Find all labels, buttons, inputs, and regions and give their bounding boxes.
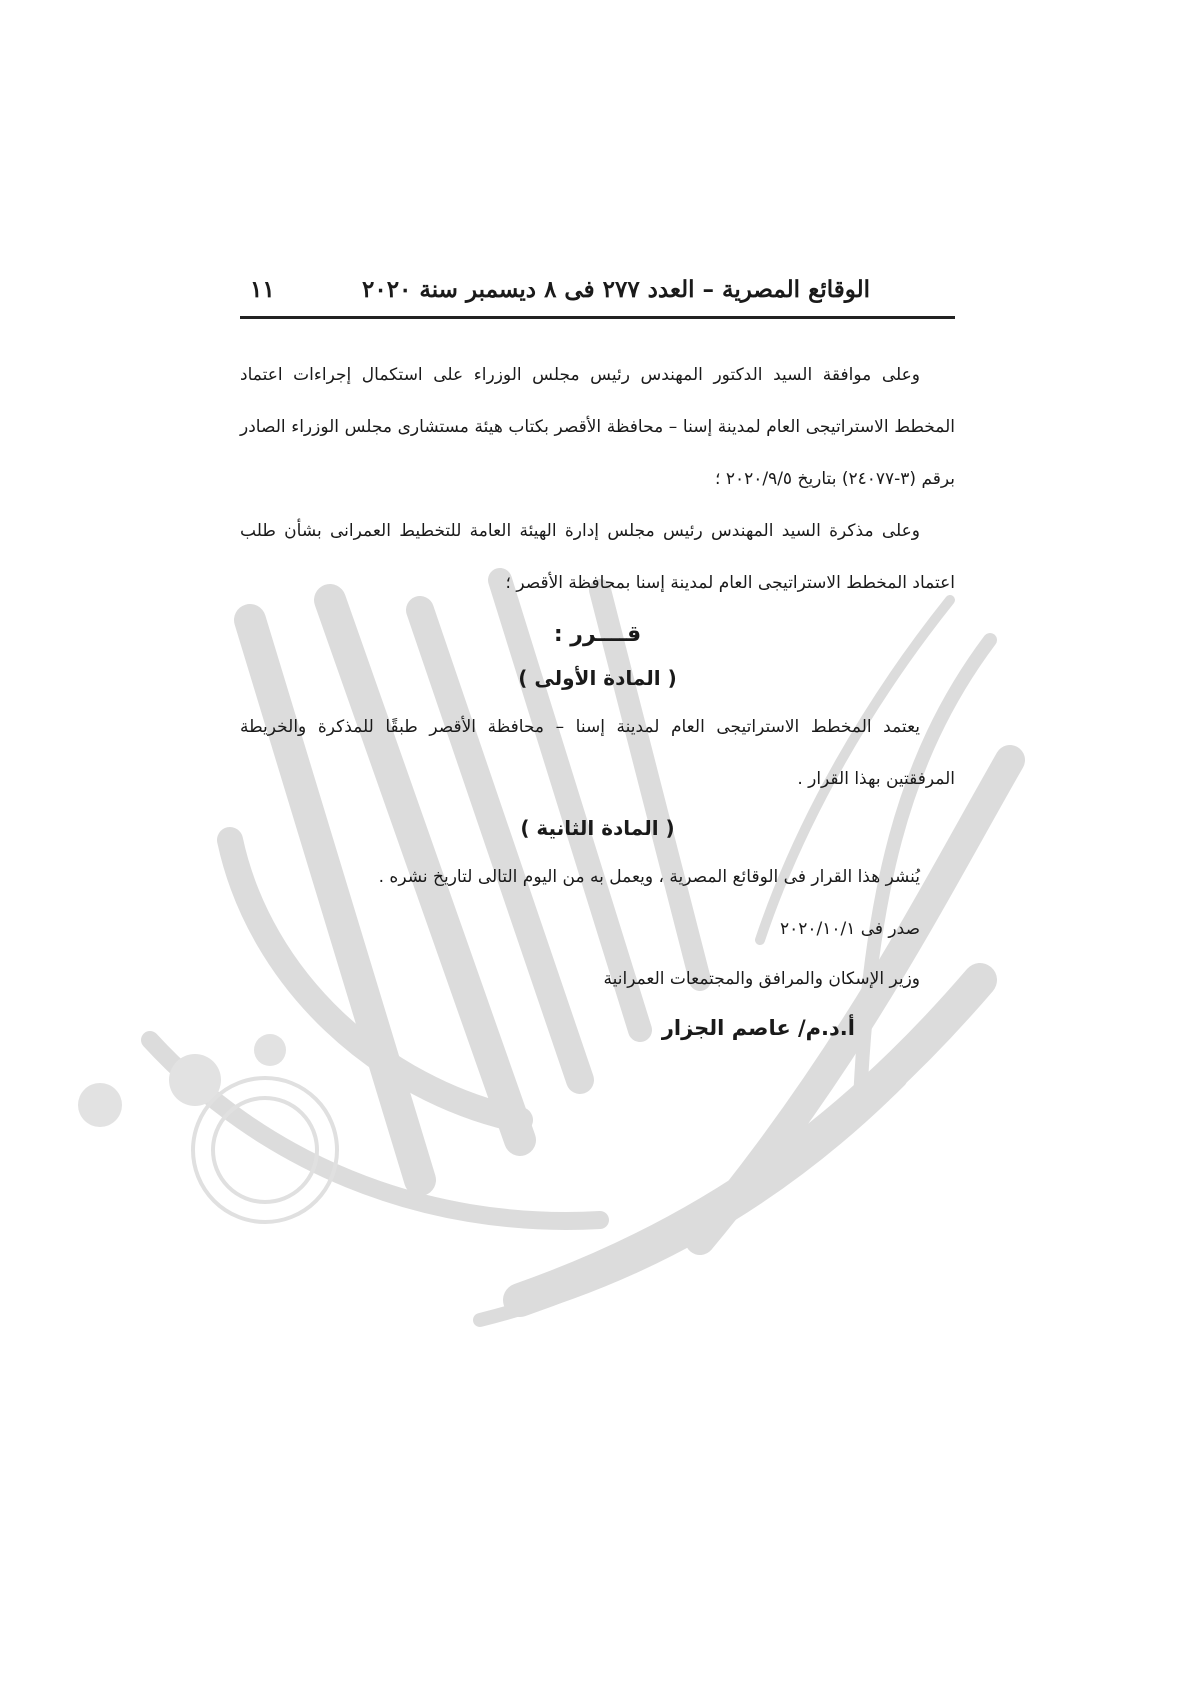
article-1-text: يعتمد المخطط الاستراتيجى العام لمدينة إسنا – محافظة الأقصر طبقًا للمذكرة والخريطة المرفقتين بهذا القرار . [240,717,955,789]
article-2-title: ( المادة الثانية ) [520,816,675,840]
article-1-title: ( المادة الأولى ) [518,666,677,690]
page-header [240,270,955,319]
decree-heading: قــــرر : [553,622,642,647]
header-title: الوقائع المصرية – العدد ٢٧٧ فى ٨ ديسمبر سنة ٢٠٢٠ [361,276,870,303]
issue-date: صدر فى ٢٠٢٠/١٠/١ [779,919,920,939]
page-number: ١١ [250,276,275,303]
preamble-paragraph-2: وعلى مذكرة السيد المهندس رئيس مجلس إدارة الهيئة العامة للتخطيط العمرانى بشأن طلب اعتماد المخطط الاستراتيجى العام لمدينة إسنا بمحافظة الأقصر ؛ [240,521,955,593]
signatory-role: وزير الإسكان والمرافق والمجتمعات العمرانية [603,969,920,989]
signatory-name: أ.د.م/ عاصم الجزار [661,1016,855,1040]
preamble-paragraph-1: وعلى موافقة السيد الدكتور المهندس رئيس مجلس الوزراء على استكمال إجراءات اعتماد المخطط الاستراتيجى العام لمدينة إسنا – محافظة الأقصر بكتاب هيئة مستشارى مجلس الوزراء الصادر برقم (٣-٢٤٠٧٧) بتاريخ ٢٠٢٠/٩/٥ ؛ [240,365,955,489]
document-body [240,349,955,1053]
document-page [240,270,955,1053]
article-2-text: يُنشر هذا القرار فى الوقائع المصرية ، ويعمل به من اليوم التالى لتاريخ نشره . [378,867,920,887]
